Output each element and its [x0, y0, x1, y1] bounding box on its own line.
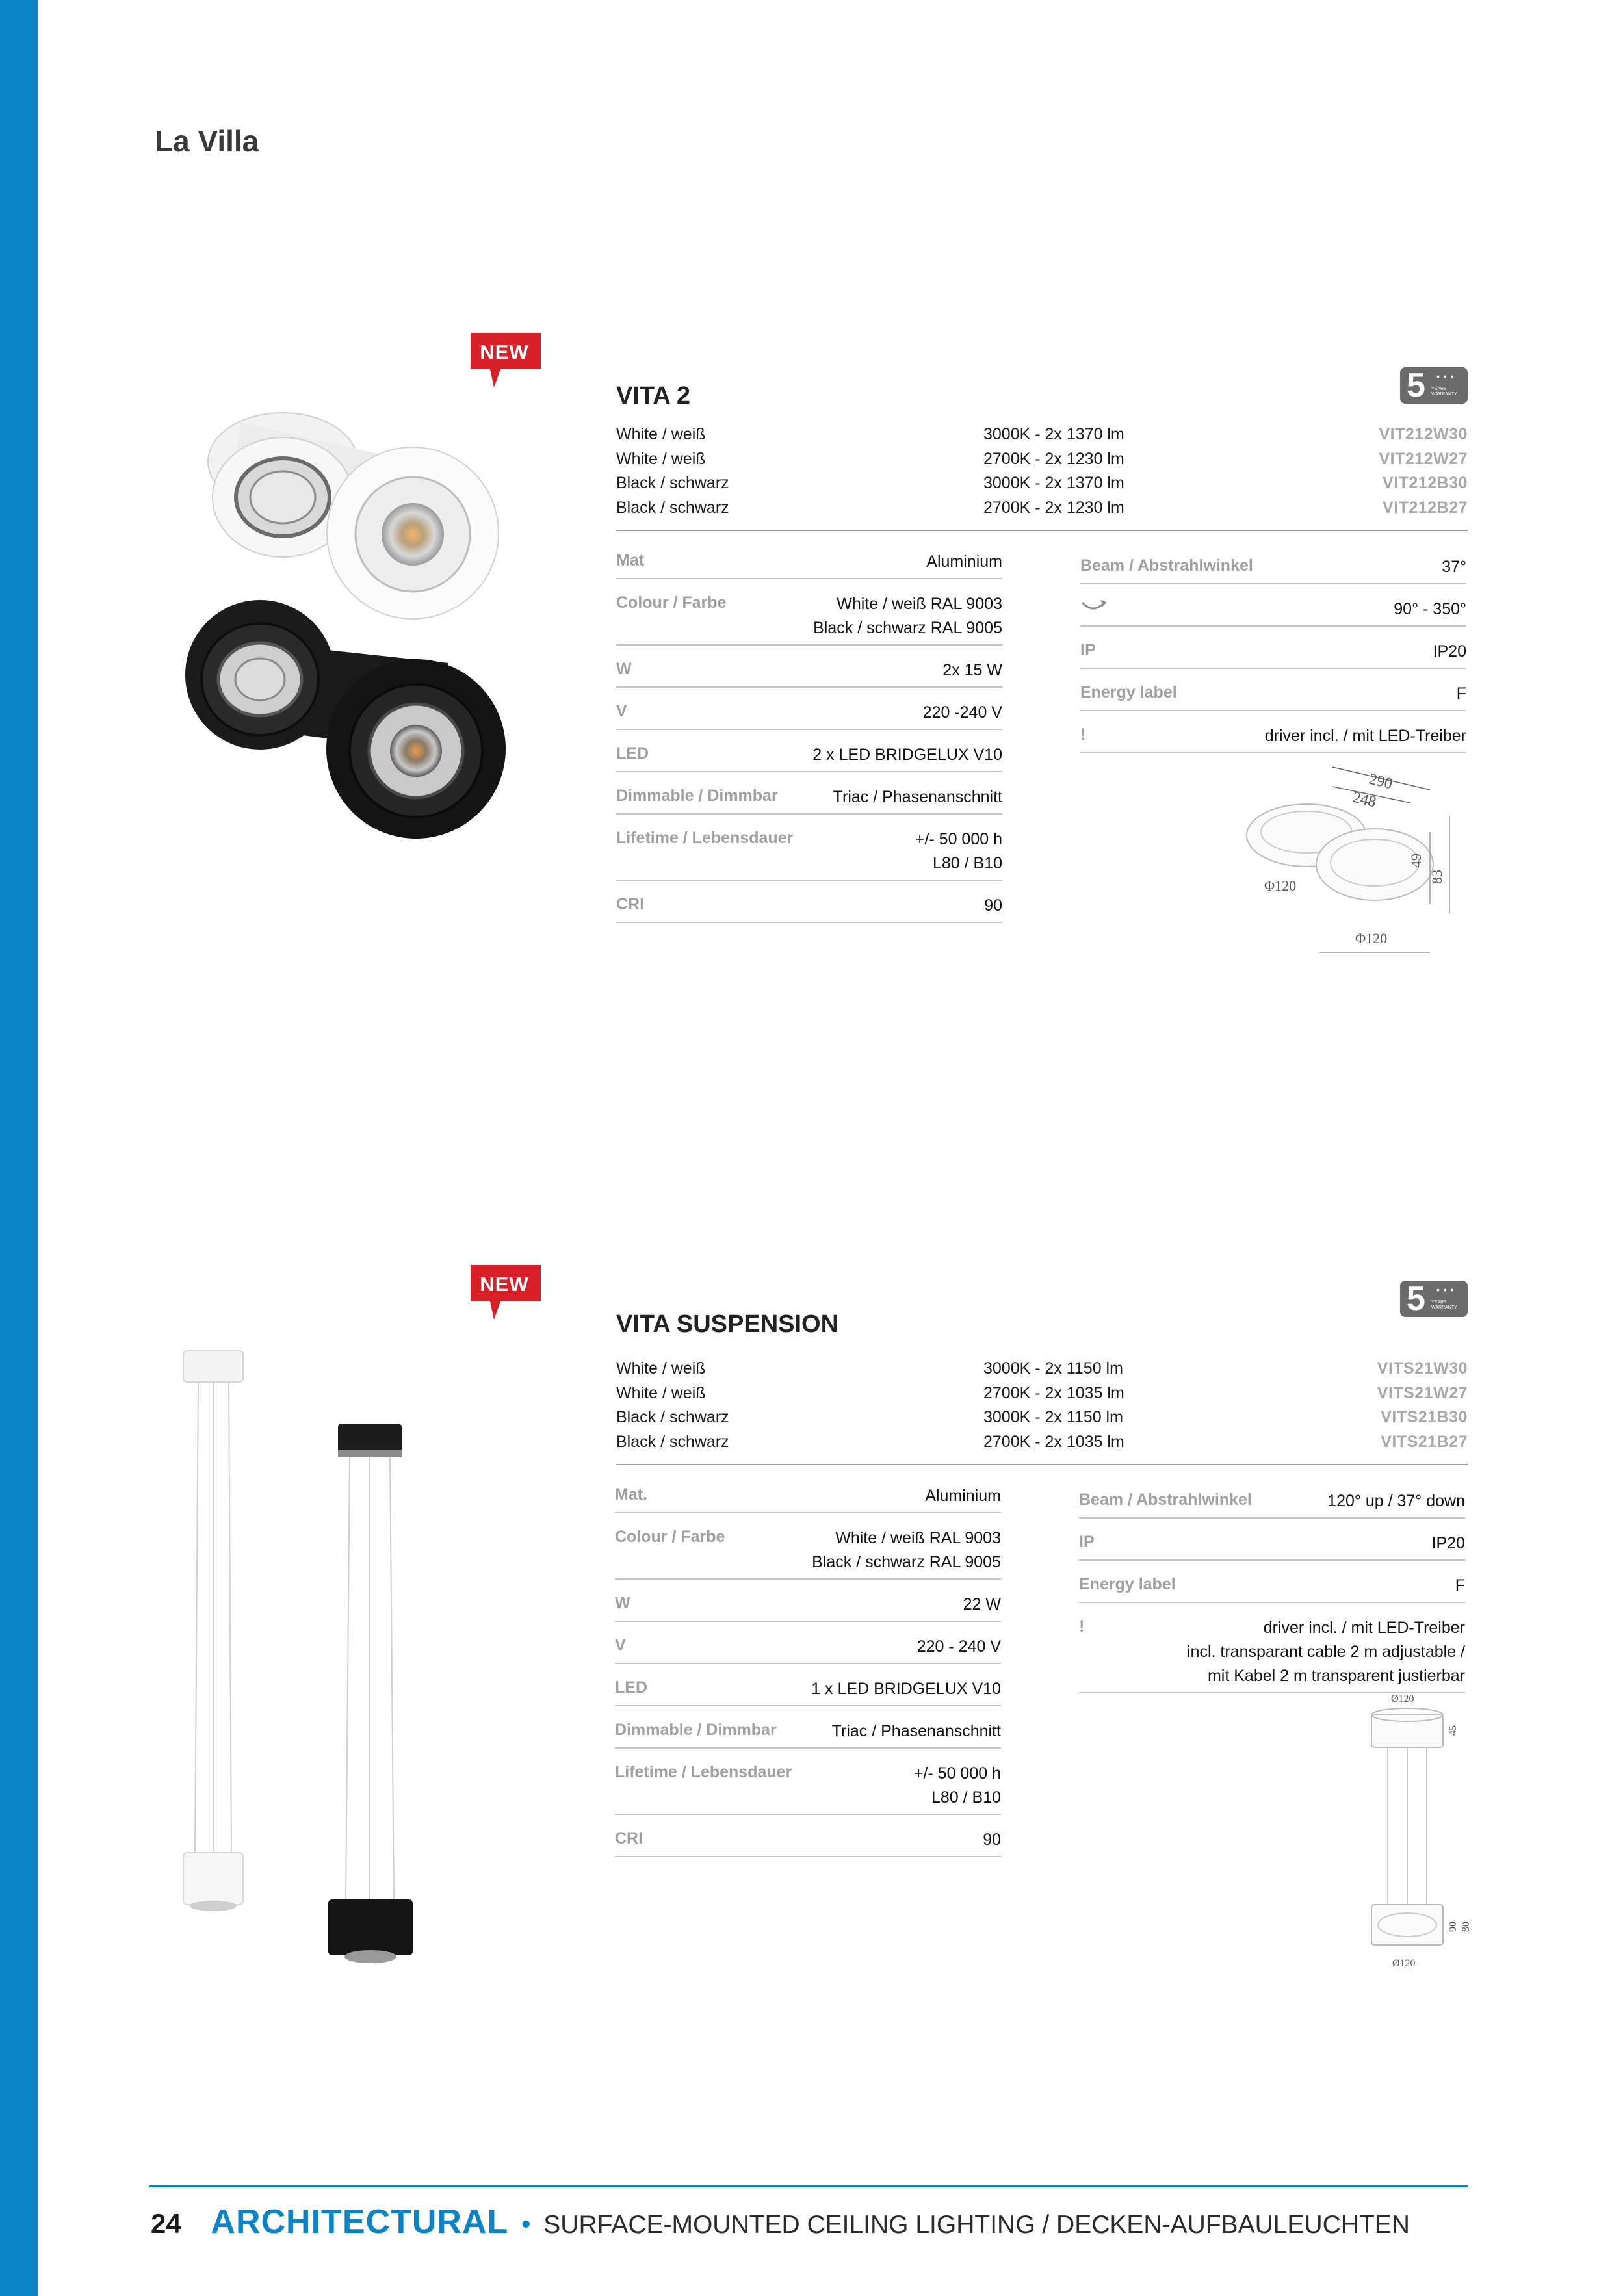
- variant-row: Black / schwarz 2700K - 2x 1230 lm VIT212B27: [616, 496, 1468, 521]
- divider: [616, 1464, 1468, 1465]
- warranty-badge: 5 • • • YEARS WARRANTY: [1400, 367, 1468, 404]
- variant-row: Black / schwarz 3000K - 2x 1150 lm VITS21B30: [616, 1405, 1468, 1430]
- dimension-label: 80: [1461, 1922, 1472, 1932]
- variant-row: Black / schwarz 3000K - 2x 1370 lm VIT212B30: [616, 471, 1468, 496]
- dimension-label: 248: [1351, 789, 1378, 811]
- spec-row: Dimmable / Dimmbar Triac / Phasenanschnitt: [615, 1715, 1001, 1749]
- spec-row: Beam / Abstrahlwinkel 37°: [1080, 551, 1466, 584]
- vita-suspension-dimension-drawing: [1358, 1690, 1475, 1976]
- spec-row: Mat Aluminium: [616, 546, 1002, 579]
- dimension-label: 49: [1408, 854, 1424, 868]
- spec-row: Lifetime / Lebensdauer +/- 50 000 h L80 / B10: [615, 1758, 1001, 1815]
- dimension-label: Φ120: [1355, 930, 1388, 946]
- stars-icon: • • •: [1436, 1285, 1455, 1295]
- spec-row: Energy label F: [1080, 678, 1466, 711]
- spec-row: LED 1 x LED BRIDGELUX V10: [615, 1673, 1001, 1706]
- dimension-label: 83: [1429, 870, 1445, 884]
- product-title: VITA 2: [616, 382, 691, 410]
- spec-row: ! driver incl. / mit LED-Treiber: [1080, 720, 1466, 753]
- article-code: VITS21B30: [1381, 1408, 1468, 1426]
- page-footer: 24 ARCHITECTURAL • SURFACE-MOUNTED CEILING LIGHTING / DECKEN-AUFBAULEUCHTEN: [151, 2203, 1410, 2241]
- divider: [616, 530, 1468, 531]
- dimension-label: 45: [1448, 1725, 1459, 1736]
- product-title: VITA SUSPENSION: [616, 1311, 839, 1338]
- dimension-label: Φ120: [1264, 878, 1297, 894]
- spec-row: Lifetime / Lebensdauer +/- 50 000 h L80 / B10: [616, 824, 1002, 881]
- article-code: VIT212B30: [1383, 474, 1468, 492]
- spec-row: ! driver incl. / mit LED-Treiber incl. transparant cable 2 m adjustable / mit Kabel 2 m transparent justierbar: [1079, 1612, 1465, 1693]
- dimension-label: 90: [1448, 1922, 1459, 1932]
- new-badge: NEW: [471, 1265, 542, 1320]
- category-title: ARCHITECTURAL: [211, 2203, 509, 2241]
- footer-rule: [149, 2185, 1468, 2187]
- warranty-badge: 5 • • • YEARS WARRANTY: [1400, 1281, 1468, 1317]
- dimension-label: Ø120: [1391, 1693, 1414, 1704]
- vita-2-dimension-drawing: [1235, 764, 1475, 959]
- spec-row: Beam / Abstrahlwinkel 120° up / 37° down: [1079, 1485, 1465, 1519]
- spec-row: CRI 90: [615, 1824, 1001, 1857]
- spec-row: IP IP20: [1079, 1528, 1465, 1561]
- article-code: VIT212W30: [1379, 425, 1468, 443]
- spec-row: V 220 -240 V: [616, 697, 1002, 730]
- series-title: La Villa: [155, 124, 259, 158]
- stars-icon: • • •: [1436, 371, 1455, 382]
- category-subtitle: SURFACE-MOUNTED CEILING LIGHTING / DECKEN-AUFBAULEUCHTEN: [543, 2211, 1410, 2239]
- variant-row: White / weiß 3000K - 2x 1370 lm VIT212W30: [616, 423, 1468, 447]
- spec-row: Colour / Farbe White / weiß RAL 9003 Black / schwarz RAL 9005: [615, 1522, 1001, 1580]
- variant-row: White / weiß 3000K - 2x 1150 lm VITS21W30: [616, 1357, 1468, 1381]
- spec-table-right: [1079, 1485, 1465, 1702]
- spec-row: V 220 - 240 V: [615, 1631, 1001, 1664]
- spec-table-left: [616, 546, 1002, 932]
- page-number: 24: [151, 2208, 181, 2239]
- spec-row: Mat. Aluminium: [615, 1480, 1001, 1513]
- article-code: VITS21B27: [1381, 1432, 1468, 1451]
- article-code: VIT212W27: [1379, 449, 1468, 468]
- spec-row: Colour / Farbe White / weiß RAL 9003 Black / schwarz RAL 9005: [616, 588, 1002, 646]
- dimension-label: Ø120: [1392, 1958, 1416, 1969]
- variant-row: Black / schwarz 2700K - 2x 1035 lm VITS21B27: [616, 1430, 1468, 1455]
- rotation-icon: [1080, 599, 1106, 619]
- blue-sidebar: [0, 0, 38, 2296]
- spec-row: IP IP20: [1080, 636, 1466, 669]
- spec-row: Energy label F: [1079, 1570, 1465, 1603]
- spec-row: Dimmable / Dimmbar Triac / Phasenanschnitt: [616, 781, 1002, 815]
- spec-row: CRI 90: [616, 890, 1002, 923]
- spec-row: W 22 W: [615, 1589, 1001, 1622]
- spec-table-right: [1080, 551, 1466, 763]
- article-code: VIT212B27: [1383, 498, 1468, 517]
- spec-row: W 2x 15 W: [616, 655, 1002, 688]
- article-code: VITS21W27: [1377, 1383, 1468, 1402]
- variant-row: White / weiß 2700K - 2x 1230 lm VIT212W27: [616, 447, 1468, 472]
- vita-2-product-photo: [169, 390, 507, 839]
- dimension-label: 290: [1367, 770, 1394, 793]
- variant-row: White / weiß 2700K - 2x 1035 lm VITS21W27: [616, 1381, 1468, 1406]
- spec-table-left: [615, 1480, 1001, 1866]
- article-code: VITS21W30: [1377, 1359, 1468, 1377]
- spec-row: LED 2 x LED BRIDGELUX V10: [616, 739, 1002, 772]
- new-badge: NEW: [471, 333, 542, 387]
- variant-list: [616, 1357, 1468, 1454]
- variant-list: [616, 423, 1468, 520]
- spec-row: 90° - 350°: [1080, 594, 1466, 627]
- vita-suspension-product-photo: [175, 1346, 422, 1989]
